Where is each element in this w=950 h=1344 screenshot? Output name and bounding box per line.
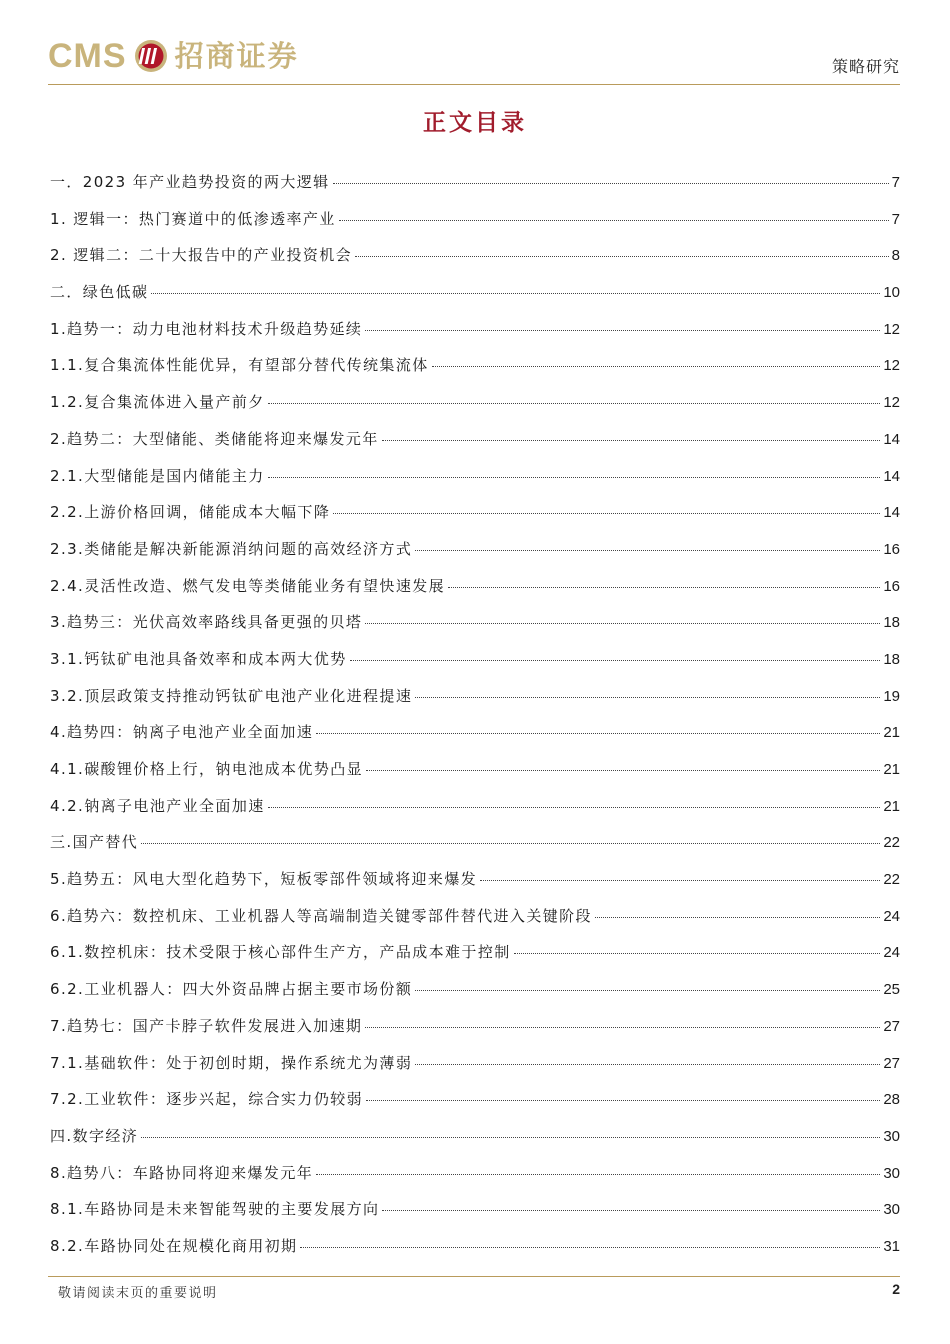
toc-entry-page: 28 [883,1091,900,1109]
toc-entry-title: 1.趋势一：动力电池材料技术升级趋势延续 [50,319,363,338]
toc-dot-leader [366,770,880,771]
toc-entry-title: 8.2.车路协同处在规模化商用初期 [50,1236,298,1255]
toc-entry-title: 5.趋势五：风电大型化趋势下，短板零部件领域将迎来爆发 [50,870,478,889]
toc-entry-title: 6.2.工业机器人：四大外资品牌占据主要市场份额 [50,980,413,999]
toc-entry-title: 8.趋势八：车路协同将迎来爆发元年 [50,1163,314,1182]
toc-entry-page: 22 [883,834,900,852]
toc-entry-title: 4.1.碳酸锂价格上行，钠电池成本优势凸显 [50,760,364,778]
footer-divider [48,1276,900,1277]
toc-dot-leader [141,843,880,844]
toc-entry-page: 10 [883,284,900,302]
toc-entry[interactable] [50,274,900,311]
toc-entry-page: 21 [883,724,900,742]
toc-dot-leader [382,1210,880,1211]
toc-entry-page: 16 [883,577,900,595]
toc-entry-page: 30 [883,1164,900,1182]
toc-entry[interactable] [50,421,900,458]
toc-entry[interactable] [50,494,900,531]
toc-dot-leader [366,1100,880,1101]
toc-dot-leader [350,660,881,661]
toc-entry-title: 1. 逻辑一：热门赛道中的低渗透率产业 [50,209,336,228]
toc-entry-title: 一．2023 年产业趋势投资的两大逻辑 [50,173,330,191]
toc-entry-title: 7.1.基础软件：处于初创时期，操作系统尤为薄弱 [50,1053,413,1072]
toc-dot-leader [415,1064,880,1065]
toc-dot-leader [448,587,880,588]
toc-entry-page: 27 [883,1054,900,1072]
toc-entry-page: 19 [883,687,900,705]
toc-dot-leader [595,917,880,918]
toc-entry-page: 7 [891,174,900,191]
toc-entry[interactable] [50,861,900,898]
toc-dot-leader [415,550,880,551]
report-type-label: 策略研究 [831,57,900,76]
toc-entry[interactable] [50,1008,900,1045]
toc-dot-leader [355,256,889,257]
toc-entry[interactable] [50,1155,900,1192]
toc-dot-leader [316,733,880,734]
toc-entry-title: 2.趋势二：大型储能、类储能将迎来爆发元年 [50,429,379,448]
toc-entry[interactable] [50,1191,900,1228]
toc-dot-leader [339,220,889,221]
toc-dot-leader [365,1027,880,1028]
header-divider [48,84,900,85]
toc-entry-title: 7.趋势七：国产卡脖子软件发展进入加速期 [50,1016,363,1035]
toc-entry-page: 30 [883,1201,900,1219]
toc-entry-page: 27 [883,1017,900,1035]
toc-dot-leader [268,477,881,478]
toc-entry-page: 21 [883,797,900,815]
toc-entry-title: 1.2.复合集流体进入量产前夕 [50,393,265,412]
logo-chinese-text: 招商证券 [174,38,299,73]
toc-entry-page: 24 [883,944,900,962]
toc-entry-title: 2.3.类储能是解决新能源消纳问题的高效经济方式 [50,539,413,558]
toc-entry-title: 6.趋势六：数控机床、工业机器人等高端制造关键零部件替代进入关键阶段 [50,906,592,925]
toc-entry-page: 22 [883,871,900,889]
toc-entry[interactable] [50,1118,900,1155]
page-header [48,30,900,86]
toc-entry-title: 4.2.钠离子电池产业全面加速 [50,796,265,815]
toc-dot-leader [480,880,880,881]
toc-dot-leader [268,403,881,404]
toc-dot-leader [415,697,880,698]
toc-entry-title: 4.趋势四：钠离子电池产业全面加速 [50,723,314,742]
toc-entry[interactable] [50,641,900,678]
toc-dot-leader [333,183,889,184]
toc-dot-leader [382,440,881,441]
toc-entry-title: 3.2.顶层政策支持推动钙钛矿电池产业化进程提速 [50,686,413,705]
toc-dot-leader [514,953,881,954]
toc-entry-page: 30 [883,1127,900,1145]
toc-entry-page: 16 [883,540,900,558]
toc-entry-title: 3.趋势三：光伏高效率路线具备更强的贝塔 [50,613,363,632]
toc-dot-leader [365,330,880,331]
toc-entry-page: 14 [883,467,900,485]
toc-entry-title: 2. 逻辑二：二十大报告中的产业投资机会 [50,246,353,265]
toc-entry-page: 31 [883,1237,900,1255]
toc-entry[interactable] [50,678,900,715]
toc-entry[interactable] [50,164,900,201]
logo-latin-text: CMS [48,37,127,75]
toc-entry-title: 三.国产替代 [50,833,139,852]
toc-entry[interactable] [50,1045,900,1082]
toc-dot-leader [316,1174,880,1175]
toc-entry[interactable] [50,458,900,495]
toc-entry[interactable] [50,714,900,751]
toc-entry[interactable] [50,568,900,605]
toc-entry-title: 7.2.工业软件：逐步兴起，综合实力仍较弱 [50,1090,364,1109]
toc-entry-page: 12 [883,394,900,412]
toc-entry[interactable] [50,1081,900,1118]
toc-entry[interactable] [50,384,900,421]
toc-entry-page: 7 [891,210,900,228]
toc-entry-page: 25 [883,981,900,999]
toc-entry-title: 2.4.灵活性改造、燃气发电等类储能业务有望快速发展 [50,576,446,595]
toc-entry-page: 12 [883,320,900,338]
toc-entry[interactable] [50,237,900,274]
toc-entry-page: 12 [883,357,900,375]
toc-entry-page: 14 [883,430,900,448]
company-logo [48,34,299,78]
toc-dot-leader [365,623,880,624]
toc-entry-title: 3.1.钙钛矿电池具备效率和成本两大优势 [50,649,347,668]
toc-entry-page: 18 [883,650,900,668]
toc-entry[interactable] [50,824,900,861]
toc-entry[interactable] [50,604,900,641]
toc-entry-title: 二．绿色低碳 [50,283,149,302]
toc-entry-page: 14 [883,504,900,522]
toc-entry-title: 四.数字经济 [50,1126,139,1145]
table-of-contents [50,164,900,1265]
toc-entry[interactable] [50,788,900,825]
toc-dot-leader [141,1137,880,1138]
toc-entry-page: 8 [891,247,900,265]
toc-entry[interactable] [50,1228,900,1265]
toc-entry[interactable] [50,201,900,238]
toc-entry[interactable] [50,898,900,935]
toc-entry-title: 6.1.数控机床：技术受限于核心部件生产方，产品成本难于控制 [50,943,511,962]
toc-entry[interactable] [50,311,900,348]
toc-entry-title: 2.1.大型储能是国内储能主力 [50,466,265,485]
toc-entry[interactable] [50,531,900,568]
toc-dot-leader [300,1247,880,1248]
toc-dot-leader [151,293,880,294]
toc-dot-leader [432,366,881,367]
toc-entry[interactable] [50,934,900,971]
page-number: 2 [892,1281,900,1297]
toc-entry-title: 8.1.车路协同是未来智能驾驶的主要发展方向 [50,1200,380,1219]
logo-emblem-icon [133,38,169,74]
toc-entry[interactable] [50,971,900,1008]
toc-entry[interactable] [50,347,900,384]
toc-entry-page: 24 [883,907,900,925]
toc-entry-title: 1.1.复合集流体性能优异，有望部分替代传统集流体 [50,356,429,375]
toc-entry-page: 21 [883,761,900,778]
toc-entry-page: 18 [883,614,900,632]
toc-entry[interactable] [50,751,900,788]
page-title: 正文目录 [423,110,527,136]
footer-disclaimer: 敬请阅读末页的重要说明 [58,1286,218,1301]
toc-entry-title: 2.2.上游价格回调，储能成本大幅下降 [50,503,331,522]
toc-dot-leader [333,513,880,514]
toc-dot-leader [268,807,881,808]
toc-dot-leader [415,990,880,991]
